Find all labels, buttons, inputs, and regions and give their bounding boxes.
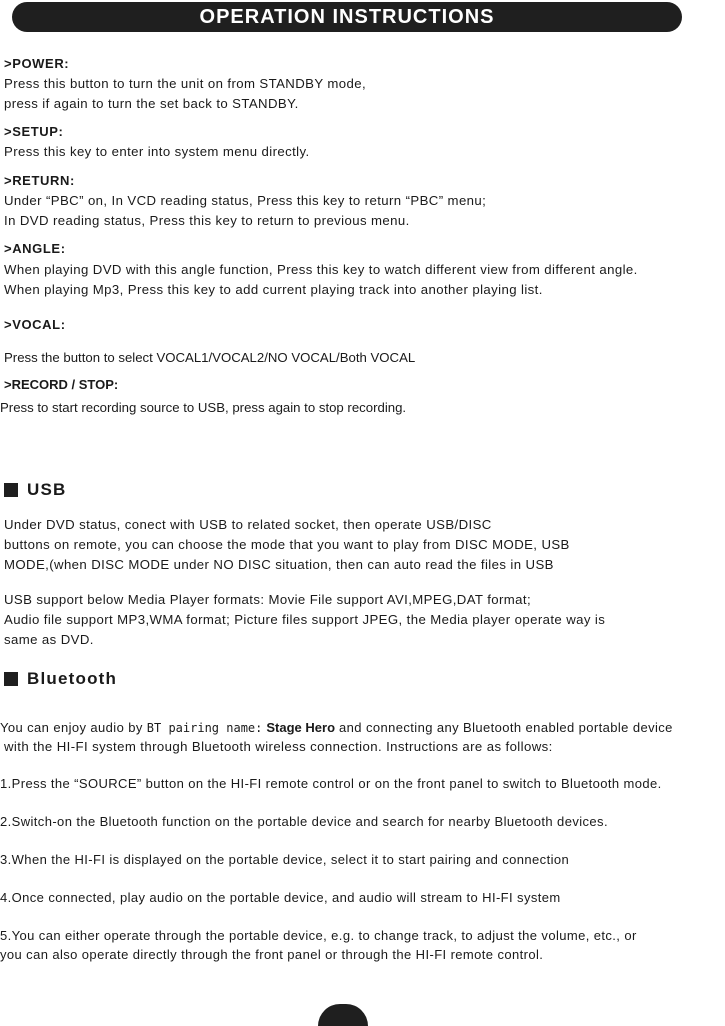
usb-para2-line-1: USB support below Media Player formats: Movie File support AVI,MPEG,DAT format; (4, 592, 532, 607)
usb-section-header (4, 480, 67, 500)
power-text-line-1: Press this button to turn the unit on from STANDBY mode, (4, 76, 367, 91)
bluetooth-bullet-square (4, 672, 18, 686)
setup-text-line-1: Press this key to enter into system menu directly. (4, 144, 310, 159)
return-text-line-1: Under “PBC” on, In VCD reading status, Press this key to return “PBC” menu; (4, 193, 487, 208)
usb-para1-line-2: buttons on remote, you can choose the mode that you want to play from DISC MODE, USB (4, 537, 570, 552)
return-heading: >RETURN: (4, 173, 75, 188)
bluetooth-step-1: 1.Press the “SOURCE” button on the HI-FI remote control or on the front panel to switch to Bluetooth mode. (0, 776, 662, 791)
usb-bullet-square (4, 483, 18, 497)
vocal-heading: >VOCAL: (4, 317, 66, 332)
bluetooth-step-3: 3.When the HI-FI is displayed on the portable device, select it to start pairing and connection (0, 852, 570, 867)
bluetooth-intro-post: and connecting any Bluetooth enabled portable device (335, 720, 673, 735)
usb-para1-line-3: MODE,(when DISC MODE under NO DISC situation, then can auto read the files in USB (4, 557, 554, 572)
bt-pairing-label: BT pairing name: (146, 721, 263, 735)
bluetooth-step-2: 2.Switch-on the Bluetooth function on the portable device and search for nearby Bluetooth devices. (0, 814, 608, 829)
angle-heading: >ANGLE: (4, 241, 66, 256)
bluetooth-section-title: Bluetooth (27, 669, 118, 688)
bluetooth-intro-pre: You can enjoy audio by (0, 720, 147, 735)
power-text-line-2: press if again to turn the set back to STANDBY. (4, 96, 299, 111)
usb-para2-line-2: Audio file support MP3,WMA format; Picture files support JPEG, the Media player operate way is (4, 612, 606, 627)
record-stop-text-line-1: Press to start recording source to USB, press again to stop recording. (0, 400, 407, 415)
setup-heading: >SETUP: (4, 124, 64, 139)
record-stop-heading: >RECORD / STOP: (4, 377, 119, 392)
return-text-line-2: In DVD reading status, Press this key to return to previous menu. (4, 213, 410, 228)
usb-para1-line-1: Under DVD status, conect with USB to related socket, then operate USB/DISC (4, 517, 492, 532)
angle-text-line-2: When playing Mp3, Press this key to add current playing track into another playing list. (4, 282, 543, 297)
bluetooth-step-4: 4.Once connected, play audio on the portable device, and audio will stream to HI-FI system (0, 890, 561, 905)
page-number-tab (318, 1004, 368, 1026)
vocal-text-line-1: Press the button to select VOCAL1/VOCAL2/NO VOCAL/Both VOCAL (4, 350, 416, 365)
bluetooth-intro-line-1 (0, 718, 673, 738)
usb-para2-line-3: same as DVD. (4, 632, 94, 647)
usb-section-title: USB (27, 480, 67, 499)
bluetooth-section-header (4, 669, 117, 689)
page-title-banner (12, 2, 682, 32)
bluetooth-step-5-line-1: 5.You can either operate through the portable device, e.g. to change track, to adjust the volume, etc., or (0, 928, 637, 943)
angle-text-line-1: When playing DVD with this angle function, Press this key to watch different view from different angle. (4, 262, 638, 277)
power-heading: >POWER: (4, 56, 70, 71)
page-title: OPERATION INSTRUCTIONS (199, 5, 495, 28)
bt-device-name: Stage Hero (266, 720, 336, 735)
bluetooth-intro-line-2: with the HI-FI system through Bluetooth wireless connection. Instructions are as follows: (4, 739, 553, 754)
bluetooth-step-5-line-2: you can also operate directly through the front panel or through the HI-FI remote control. (0, 947, 544, 962)
